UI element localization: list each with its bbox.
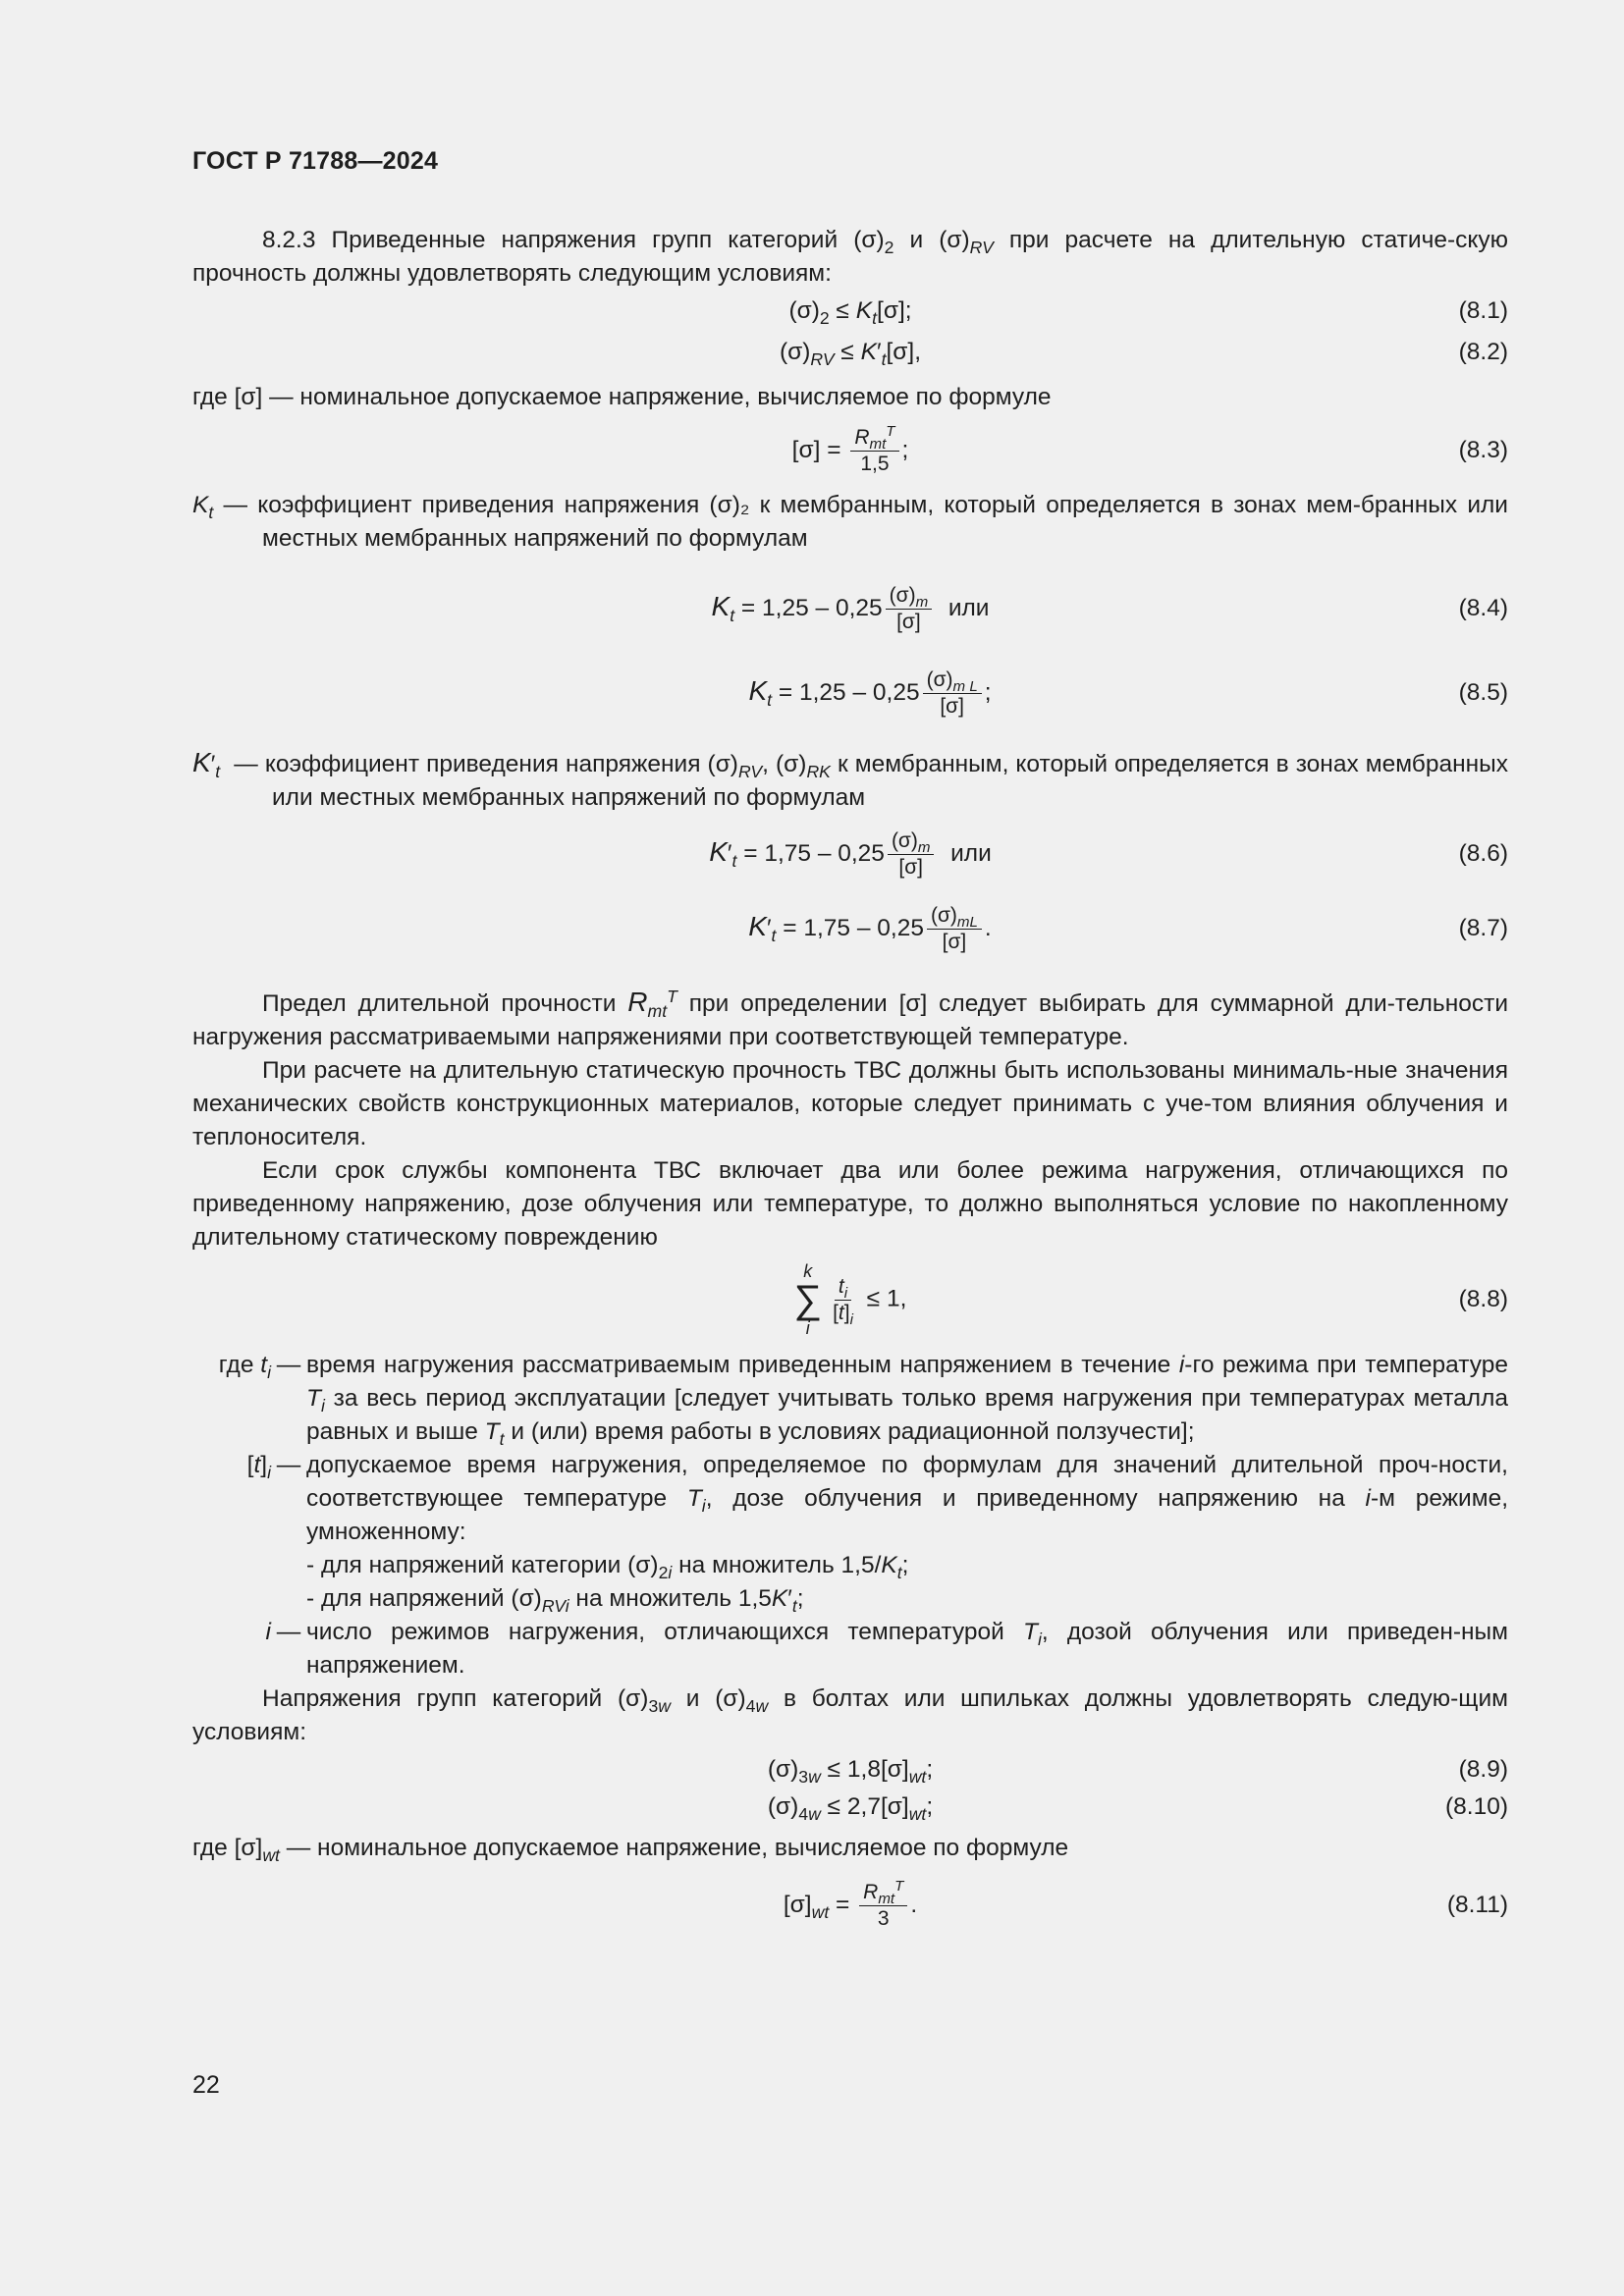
- equation-number: (8.7): [1458, 915, 1508, 941]
- document-header: ГОСТ Р 71788—2024: [192, 147, 439, 175]
- equation-number: (8.8): [1458, 1286, 1508, 1312]
- where-sigma-wt-definition: где $[\sigma]_{wt}$ — номинальное допускаемое напряжение, вычисляемое по формуле: [192, 1835, 1069, 1865]
- paragraph-loading-modes: Если срок службы компонента ТВС включает два или более режима нагружения, отличающихся по приведенному напряжению, дозе облучения или температуре, то должно выполняться условие по накопленному длительному статическому повреждению: [192, 1157, 1508, 1251]
- equation-number: (8.2): [1458, 339, 1508, 365]
- equation-8-8: k ∑ i $\frac{t_i}{[t]_i}$ ≤ 1, (8.8): [793, 1261, 1508, 1338]
- where-sigma-definition: где [σ] — номинальное допускаемое напряжение, вычисляемое по формуле: [192, 384, 1052, 410]
- equation-number: (8.1): [1458, 297, 1508, 324]
- definition-kt-prime: $K'_t$ — коэффициент приведения напряжения $(\sigma)_{RV}$, $(\sigma)_{RK}$ к мембранным, который определяется в зонах мембранных или местных мембранных напряжений по формулам: [192, 747, 1508, 811]
- definition-ti: где $t_i$ — время нагружения рассматриваемым приведенным напряжением в течение i-го режима при температуре $T_i$ за весь период эксплуатации [следует учитывать только время нагружения при температурах металла равных и выше $T_t$ и (или) время работы в условиях радиационной ползучести];: [218, 1352, 1508, 1449]
- paragraph-tvs-strength: При расчете на длительную статическую прочность ТВС должны быть использованы минималь-ные значения механических свойств конструкционных материалов, которые следует принимать с уче-том влияния облучения и теплоносителя.: [192, 1057, 1508, 1150]
- equation-8-5: $K_t = 1,25 - 0,25$ $\frac{(\sigma)_{m L}}{[\sigma]}$ ; (8.5): [748, 667, 1508, 718]
- equation-8-11: $[\sigma]_{wt}$ = $\frac{R_{mt}^T}{3}$ . (8.11): [783, 1877, 1508, 1930]
- paragraph-8-2-3: 8.2.3 Приведенные напряжения групп категорий $(\sigma)_2$ и $(\sigma)_{RV}$ при расчете на длительную статиче-скую прочность должны удовлетворять следующим условиям:: [192, 227, 1508, 287]
- equation-8-7: $K'_t = 1,75 - 0,25$ $\frac{(\sigma)_{mL}}{[\sigma]}$ . (8.7): [748, 903, 1508, 953]
- equation-number: (8.11): [1446, 1892, 1508, 1918]
- definition-kt: $K_t$ — коэффициент приведения напряжения (σ)₂ к мембранным, который определяется в зонах мем-бранных или местных мембранных напряжений по формулам: [192, 492, 1508, 552]
- equation-8-1: $(\sigma)_2 \le K_t[\sigma]$; (8.1): [192, 294, 1508, 328]
- equation-number: (8.4): [1458, 595, 1508, 621]
- paragraph-bolts: Напряжения групп категорий $(\sigma)_{3w}$ и $(\sigma)_{4w}$ в болтах или шпильках должны удовлетворять следую-щим условиям:: [192, 1685, 1508, 1745]
- definition-t-allowable: $[t]_i$ — допускаемое время нагружения, определяемое по формулам для значений длительной проч-ности, соответствующее температуре $T_i$, дозе облучения и приведенному напряжению на i-м режиме, умноженному: - для напряжений категории $(\sigma)_{2i}$ на множитель $1,5/K_t$; - для напряжений $(\sigma)_{RVi}$ на множитель $1,5K'_t$;: [246, 1452, 1509, 1616]
- equation-8-4: $K_t = 1,25 - 0,25$ $\frac{(\sigma)_m}{[\sigma]}$ или (8.4): [711, 583, 1508, 633]
- paragraph-creep-limit: Предел длительной прочности $R_{mt}^T$ при определении [σ] следует выбирать для суммарной дли-тельности нагружения рассматриваемыми напряжениями при соответствующей температуре.: [192, 986, 1509, 1050]
- equation-8-6: $K'_t = 1,75 - 0,25$ $\frac{(\sigma)_m}{[\sigma]}$ или (8.6): [709, 828, 1508, 879]
- definition-i: i — число режимов нагружения, отличающихся температурой $T_i$, дозой облучения или приведен-ным напряжением.: [265, 1619, 1508, 1679]
- equation-8-3: [σ] = $\frac{R_{mt}^T}{1,5}$ ; (8.3): [791, 422, 1508, 475]
- equation-number: (8.10): [1444, 1793, 1508, 1820]
- equation-number: (8.6): [1458, 840, 1508, 867]
- equation-8-9: $(\sigma)_{3w} \le 1,8[\sigma]_{wt}$; (8.9): [192, 1753, 1508, 1787]
- equation-number: (8.3): [1458, 437, 1508, 463]
- page-content: [192, 224, 1508, 1936]
- equation-8-10: $(\sigma)_{4w} \le 2,7[\sigma]_{wt}$; (8.10): [192, 1790, 1508, 1824]
- equation-8-2: $(\sigma)_{RV} \le K'_t[\sigma]$, (8.2): [192, 336, 1508, 369]
- equation-number: (8.5): [1458, 679, 1508, 706]
- page-number: 22: [192, 2071, 220, 2099]
- equation-number: (8.9): [1458, 1756, 1508, 1783]
